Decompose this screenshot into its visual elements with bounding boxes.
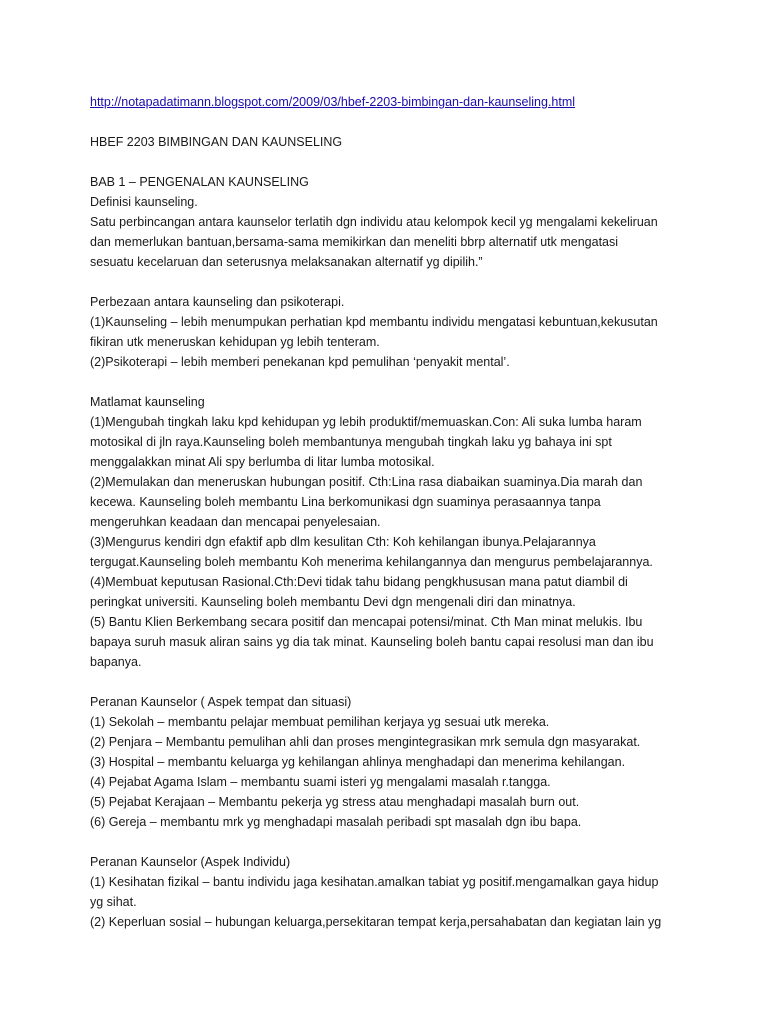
paragraph-line: (3)Mengurus kendiri dgn efaktif apb dlm kesulitan Cth: Koh kehilangan ibunya.Pelajarannya <box>90 535 596 549</box>
course-title: HBEF 2203 BIMBINGAN DAN KAUNSELING <box>90 135 343 149</box>
paragraph-line: (2) Keperluan sosial – hubungan keluarga,persekitaran tempat kerja,persahabatan dan kegiatan lain yg <box>90 915 662 929</box>
paragraph-line: peringkat universiti. Kaunseling boleh membantu Devi dgn mengenali diri dan minatnya. <box>90 595 576 609</box>
spacer <box>90 112 690 132</box>
paragraph-line: kecewa. Kaunseling boleh membantu Lina berkomunikasi dgn suaminya perasaannya tanpa <box>90 495 601 509</box>
source-url-text[interactable]: http://notapadatimann.blogspot.com/2009/03/hbef-2203-bimbingan-dan-kaunseling.html <box>90 95 576 109</box>
paragraph-line: menggalakkan minat Ali spy berlumba di litar lumba motosikal. <box>90 455 435 469</box>
paragraph-line: (5) Bantu Klien Berkembang secara positif dan mencapai potensi/minat. Cth Man minat melukis. Ibu <box>90 615 643 629</box>
paragraph-line: motosikal di jln raya.Kaunseling boleh membantunya mengubah tingkah laku yg bahaya ini spt <box>90 435 612 449</box>
paragraph-line: (4)Membuat keputusan Rasional.Cth:Devi tidak tahu bidang pengkhususan mana patut diambil di <box>90 575 628 589</box>
paragraph-line: (1)Kaunseling – lebih menumpukan perhatian kpd membantu individu mengatasi kebuntuan,kekusutan <box>90 315 658 329</box>
source-link[interactable] <box>90 92 690 112</box>
paragraph-line: mengeruhkan keadaan dan mencapai penyelesaian. <box>90 515 381 529</box>
paragraph-line: (2)Memulakan dan meneruskan hubungan positif. Cth:Lina rasa diabaikan suaminya.Dia marah dan <box>90 475 643 489</box>
spacer <box>90 372 690 392</box>
document-body <box>90 92 690 932</box>
spacer <box>90 672 690 692</box>
paragraph-line: tergugat.Kaunseling boleh membantu Koh menerima kehilangannya dan mengurus pembelajarannya. <box>90 555 653 569</box>
paragraph-line: (6) Gereja – membantu mrk yg menghadapi masalah peribadi spt masalah dgn ibu bapa. <box>90 815 582 829</box>
paragraph-line: Definisi kaunseling. <box>90 195 198 209</box>
paragraph-line: (4) Pejabat Agama Islam – membantu suami isteri yg mengalami masalah r.tangga. <box>90 775 551 789</box>
section-heading: Peranan Kaunselor (Aspek Individu) <box>90 855 291 869</box>
paragraph-line: (1) Sekolah – membantu pelajar membuat pemilihan kerjaya yg sesuai utk mereka. <box>90 715 550 729</box>
spacer <box>90 832 690 852</box>
paragraph-line: bapaya suruh masuk aliran sains yg dia tak minat. Kaunseling boleh bantu capai resolusi man dan ibu <box>90 635 654 649</box>
paragraph-line: yg sihat. <box>90 895 137 909</box>
paragraph-line: (1) Kesihatan fizikal – bantu individu jaga kesihatan.amalkan tabiat yg positif.mengamalkan gaya hidup <box>90 875 659 889</box>
spacer <box>90 152 690 172</box>
section-heading: BAB 1 – PENGENALAN KAUNSELING <box>90 175 309 189</box>
paragraph-line: (2)Psikoterapi – lebih memberi penekanan kpd pemulihan ‘penyakit mental’. <box>90 355 510 369</box>
paragraph-line: (3) Hospital – membantu keluarga yg kehilangan ahlinya menghadapi dan menerima kehilangan. <box>90 755 626 769</box>
paragraph-line: sesuatu kecelaruan dan seterusnya melaksanakan alternatif yg dipilih.” <box>90 255 483 269</box>
spacer <box>90 272 690 292</box>
sections-container <box>90 172 690 932</box>
section-heading: Matlamat kaunseling <box>90 395 205 409</box>
section-heading: Peranan Kaunselor ( Aspek tempat dan situasi) <box>90 695 352 709</box>
paragraph-line: (5) Pejabat Kerajaan – Membantu pekerja yg stress atau menghadapi masalah burn out. <box>90 795 580 809</box>
paragraph-line: Satu perbincangan antara kaunselor terlatih dgn individu atau kelompok kecil yg mengalami kekeliruan <box>90 215 658 229</box>
paragraph-line: fikiran utk meneruskan kehidupan yg lebih tenteram. <box>90 335 380 349</box>
paragraph-line: bapanya. <box>90 655 142 669</box>
section-heading: Perbezaan antara kaunseling dan psikoterapi. <box>90 295 345 309</box>
paragraph-line: dan memerlukan bantuan,bersama-sama memikirkan dan meneliti bbrp alternatif utk mengatasi <box>90 235 619 249</box>
paragraph-line: (2) Penjara – Membantu pemulihan ahli dan proses mengintegrasikan mrk semula dgn masyarakat. <box>90 735 641 749</box>
paragraph-line: (1)Mengubah tingkah laku kpd kehidupan yg lebih produktif/memuaskan.Con: Ali suka lumba haram <box>90 415 642 429</box>
